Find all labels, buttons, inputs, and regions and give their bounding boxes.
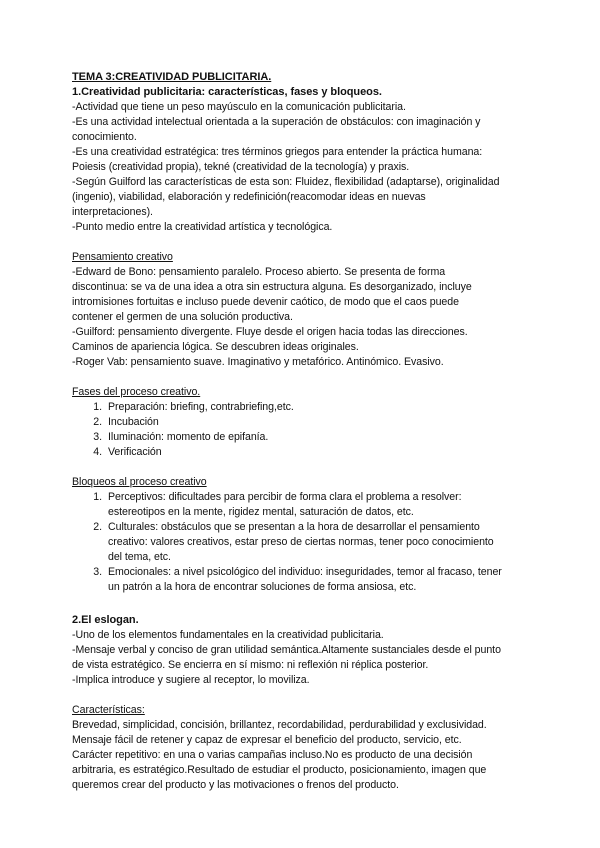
document-page <box>72 70 532 793</box>
text-line: contener el germen de una solución productiva. <box>72 311 293 323</box>
text-line: -Uno de los elementos fundamentales en la creatividad publicitaria. <box>72 629 384 641</box>
text-line: Carácter repetitivo: en una o varias campañas incluso.No es producto de una decisión <box>72 749 473 761</box>
section-1-heading: 1.Creatividad publicitaria: características, fases y bloqueos. <box>72 86 382 98</box>
pensamiento-creativo-heading: Pensamiento creativo <box>72 251 173 263</box>
document-title: TEMA 3:CREATIVIDAD PUBLICITARIA. <box>72 71 272 83</box>
section-2-body <box>72 628 532 688</box>
list-item: 4. Verificación <box>93 446 162 458</box>
caracteristicas-heading: Características: <box>72 704 145 716</box>
text-line: conocimiento. <box>72 131 137 143</box>
fases-list <box>72 400 532 460</box>
pensamiento-creativo-body <box>72 265 532 370</box>
text-line: intromisiones fortuitas e incluso puede devenir caótico, de modo que el caos puede <box>72 296 459 308</box>
text-line: Caminos de apariencia lógica. Se descubren ideas originales. <box>72 341 359 353</box>
text-line: Mensaje fácil de retener y capaz de expresar el beneficio del producto, servicio, etc. <box>72 734 462 746</box>
text-line: de vista estratégico. Se encierra en sí mismo: ni reflexión ni réplica posterior. <box>72 659 429 671</box>
text-line: -Roger Vab: pensamiento suave. Imaginativo y metafórico. Antinómico. Evasivo. <box>72 356 444 368</box>
list-item: 3. Emocionales: a nivel psicológico del individuo: inseguridades, temor al fracaso, tener un patrón a la hora de encontrar soluciones de forma ansiosa, etc. <box>93 566 502 593</box>
section-2-heading: 2.El eslogan. <box>72 614 139 626</box>
text-line: (ingenio), viabilidad, elaboración y redefinición(reacomodar ideas en nuevas <box>72 191 426 203</box>
caracteristicas-body <box>72 718 532 793</box>
text-line: arbitraria, es estratégico.Resultado de estudiar el producto, posicionamiento, imagen que <box>72 764 487 776</box>
fases-heading: Fases del proceso creativo. <box>72 386 201 398</box>
text-line: -Es una creatividad estratégica: tres términos griegos para entender la práctica humana: <box>72 146 483 158</box>
text-line: -Implica introduce y sugiere al receptor, lo moviliza. <box>72 674 310 686</box>
text-line: Poiesis (creatividad propia), tekné (creatividad de la tecnología) y praxis. <box>72 161 410 173</box>
section-1-body <box>72 100 532 235</box>
list-item: 1. Perceptivos: dificultades para percibir de forma clara el problema a resolver: estereotipos en la mente, rigidez mental, saturación de datos, etc. <box>93 491 462 518</box>
text-line: discontinua: se va de una idea a otra sin estructura alguna. Es desorganizado, incluye <box>72 281 472 293</box>
text-line: queremos crear del producto y las motivaciones o frenos del producto. <box>72 779 399 791</box>
text-line: interpretaciones). <box>72 206 153 218</box>
text-line: -Mensaje verbal y conciso de gran utilidad semántica.Altamente sustanciales desde el punto <box>72 644 501 656</box>
text-line: -Es una actividad intelectual orientada a la superación de obstáculos: con imaginación y <box>72 116 481 128</box>
text-line: Brevedad, simplicidad, concisión, brillantez, recordabilidad, perdurabilidad y exclusividad. <box>72 719 487 731</box>
bloqueos-heading: Bloqueos al proceso creativo <box>72 476 207 488</box>
list-item: 2. Incubación <box>93 416 159 428</box>
text-line: -Actividad que tiene un peso mayúsculo en la comunicación publicitaria. <box>72 101 406 113</box>
list-item: 1. Preparación: briefing, contrabriefing,etc. <box>93 401 294 413</box>
text-line: -Punto medio entre la creatividad artística y tecnológica. <box>72 221 333 233</box>
list-item: 2. Culturales: obstáculos que se presentan a la hora de desarrollar el pensamiento creativo: valores creativos, estar preso de ciertas normas, tener poco conocimiento del tema, etc. <box>93 521 494 563</box>
text-line: -Edward de Bono: pensamiento paralelo. Proceso abierto. Se presenta de forma <box>72 266 446 278</box>
list-item: 3. Iluminación: momento de epifanía. <box>93 431 269 443</box>
text-line: -Guilford: pensamiento divergente. Fluye desde el origen hacia todas las direcciones. <box>72 326 468 338</box>
bloqueos-list <box>72 490 532 595</box>
text-line: -Según Guilford las características de esta son: Fluidez, flexibilidad (adaptarse), originalidad <box>72 176 500 188</box>
